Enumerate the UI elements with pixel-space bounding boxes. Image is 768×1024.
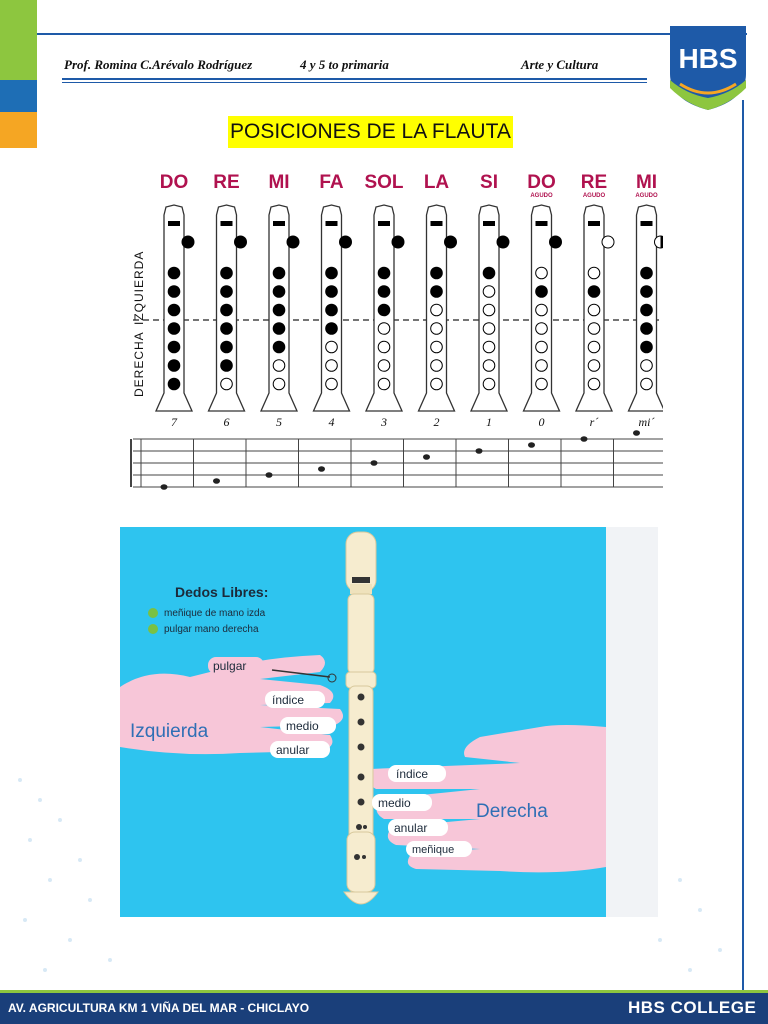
staff-note-3 (318, 466, 325, 472)
finger-number-9: mi´ (638, 415, 655, 429)
flute-8 (576, 205, 614, 429)
left-strip-blue (0, 80, 37, 112)
finger-hole (641, 267, 653, 279)
finger-hole (378, 323, 390, 335)
finger-hole (431, 378, 443, 390)
finger-hole (536, 341, 548, 353)
footer-brand: HBS COLLEGE (628, 998, 757, 1017)
staff-note-6 (476, 448, 483, 454)
finger-number-3: 4 (328, 415, 335, 429)
finger-hole (378, 286, 390, 298)
finger-hole (221, 341, 233, 353)
logo-text: HBS (678, 43, 738, 74)
finger-hole (273, 323, 285, 335)
finger-number-7: 0 (538, 415, 545, 429)
finger-hole (273, 360, 285, 372)
finger-hole (378, 267, 390, 279)
finger-hole (168, 304, 180, 316)
right-hand-label: Derecha (476, 801, 548, 822)
free-finger-item-2: pulgar mano derecha (164, 624, 259, 635)
note-sub-8: AGUDO (582, 193, 606, 199)
finger-hole (483, 378, 495, 390)
finger-hole (641, 304, 653, 316)
staff-note-1 (213, 478, 220, 484)
right-finger-middle: medio (378, 796, 411, 810)
finger-hole (168, 323, 180, 335)
flute-3 (314, 205, 352, 429)
finger-hole (431, 286, 443, 298)
right-finger-index: índice (396, 767, 429, 781)
finger-hole (431, 323, 443, 335)
finger-hole (641, 323, 653, 335)
photo-drawing (120, 527, 606, 917)
finger-hole (168, 360, 180, 372)
free-finger-item-1: meñique de mano izda (164, 608, 266, 619)
finger-hole (536, 378, 548, 390)
finger-hole (588, 341, 600, 353)
side-label-right: DERECHA (132, 331, 146, 397)
finger-hole (641, 286, 653, 298)
staff-note-0 (161, 484, 168, 490)
flute-5 (419, 205, 457, 429)
left-finger-index: índice (272, 693, 305, 707)
finger-hole (378, 304, 390, 316)
note-name-3: FA (319, 172, 344, 193)
left-finger-thumb: pulgar (213, 659, 247, 673)
finger-hole (431, 267, 443, 279)
finger-hole (588, 378, 600, 390)
finger-hole (168, 267, 180, 279)
header-rule (62, 78, 647, 80)
teacher-name: Prof. Romina C.Arévalo Rodríguez (64, 57, 253, 72)
finger-hole (221, 286, 233, 298)
finger-hole (326, 378, 338, 390)
flute-2 (261, 205, 299, 429)
note-name-8: RE (580, 172, 608, 193)
finger-hole (641, 360, 653, 372)
finger-number-8: r´ (589, 415, 599, 429)
note-name-7: DO (527, 172, 556, 193)
left-finger-middle: medio (286, 719, 319, 733)
finger-hole (326, 341, 338, 353)
footer-address: AV. AGRICULTURA KM 1 VIÑA DEL MAR - CHICLAYO (8, 1001, 310, 1015)
finger-hole (326, 304, 338, 316)
thumb-hole-marker (328, 674, 336, 682)
finger-number-2: 5 (276, 415, 282, 429)
finger-hole (273, 378, 285, 390)
flute-0 (156, 205, 194, 429)
check-icon (148, 608, 158, 618)
finger-hole (221, 378, 233, 390)
staff-note-9 (633, 430, 640, 436)
finger-hole (483, 360, 495, 372)
free-fingers-title: Dedos Libres: (175, 584, 269, 600)
fingering-chart (127, 165, 663, 493)
staff-note-8 (581, 436, 588, 442)
note-name-1: RE (213, 172, 240, 193)
finger-hole (326, 323, 338, 335)
finger-hole (536, 304, 548, 316)
staff-note-2 (266, 472, 273, 478)
finger-hole (536, 286, 548, 298)
finger-hole (431, 341, 443, 353)
finger-number-4: 3 (381, 415, 387, 429)
finger-hole (326, 360, 338, 372)
staff-note-7 (528, 442, 535, 448)
finger-hole (431, 360, 443, 372)
note-name-4: SOL (364, 172, 404, 193)
finger-hole (588, 267, 600, 279)
finger-hole (273, 286, 285, 298)
note-sub-7: AGUDO (530, 193, 553, 199)
finger-hole (536, 323, 548, 335)
finger-hole (168, 378, 180, 390)
finger-hole (273, 341, 285, 353)
note-name-5: LA (423, 172, 450, 193)
finger-hole (483, 267, 495, 279)
finger-hole (221, 323, 233, 335)
side-label-left: IZQUIERDA (132, 250, 146, 325)
finger-hole (588, 304, 600, 316)
left-strip-orange (0, 112, 37, 148)
note-name-6: SI (480, 172, 498, 193)
finger-hole (483, 304, 495, 316)
grade-level: 4 y 5 to primaria (300, 57, 389, 72)
finger-hole (326, 267, 338, 279)
note-name-2: MI (268, 172, 290, 193)
finger-number-5: 2 (433, 415, 440, 429)
flute-1 (209, 205, 247, 429)
finger-hole (641, 378, 653, 390)
finger-hole (378, 378, 390, 390)
flute-9 (629, 205, 664, 429)
right-finger-pinky: meñique (412, 844, 455, 856)
finger-hole (483, 286, 495, 298)
note-name-0: DO (159, 172, 189, 193)
check-icon (148, 624, 158, 634)
flute-7 (524, 205, 562, 429)
finger-hole (273, 304, 285, 316)
left-strip-green (0, 0, 37, 80)
header-rule-thin (62, 82, 647, 83)
staff-note-4 (371, 460, 378, 466)
finger-hole (431, 304, 443, 316)
finger-hole (326, 286, 338, 298)
finger-hole (168, 286, 180, 298)
left-finger-ring: anular (276, 743, 310, 757)
finger-hole (378, 341, 390, 353)
frame-top-line (37, 33, 747, 35)
staff-note-5 (423, 454, 430, 460)
note-sub-9: AGUDO (635, 193, 658, 199)
finger-hole (588, 286, 600, 298)
finger-hole (378, 360, 390, 372)
recorder (344, 532, 378, 904)
right-finger-ring: anular (394, 821, 428, 835)
finger-hole (536, 267, 548, 279)
finger-hole (641, 341, 653, 353)
finger-hole (273, 267, 285, 279)
finger-hole (221, 360, 233, 372)
finger-hole (536, 360, 548, 372)
page-title: POSICIONES DE LA FLAUTA (228, 116, 513, 148)
finger-number-1: 6 (223, 415, 230, 429)
hbs-logo (666, 22, 750, 112)
finger-number-0: 7 (171, 415, 177, 429)
finger-hole (588, 360, 600, 372)
flute-6 (471, 205, 509, 429)
note-name-9: MI (635, 172, 658, 193)
finger-number-6: 1 (486, 415, 492, 429)
flute-4 (366, 205, 404, 429)
finger-hole (168, 341, 180, 353)
finger-hole (588, 323, 600, 335)
photo-side-panel (606, 527, 658, 917)
finger-hole (483, 323, 495, 335)
left-hand-label: Izquierda (130, 721, 209, 742)
finger-hole (221, 304, 233, 316)
finger-hole (221, 267, 233, 279)
subject-name: Arte y Cultura (521, 57, 599, 72)
finger-hole (483, 341, 495, 353)
